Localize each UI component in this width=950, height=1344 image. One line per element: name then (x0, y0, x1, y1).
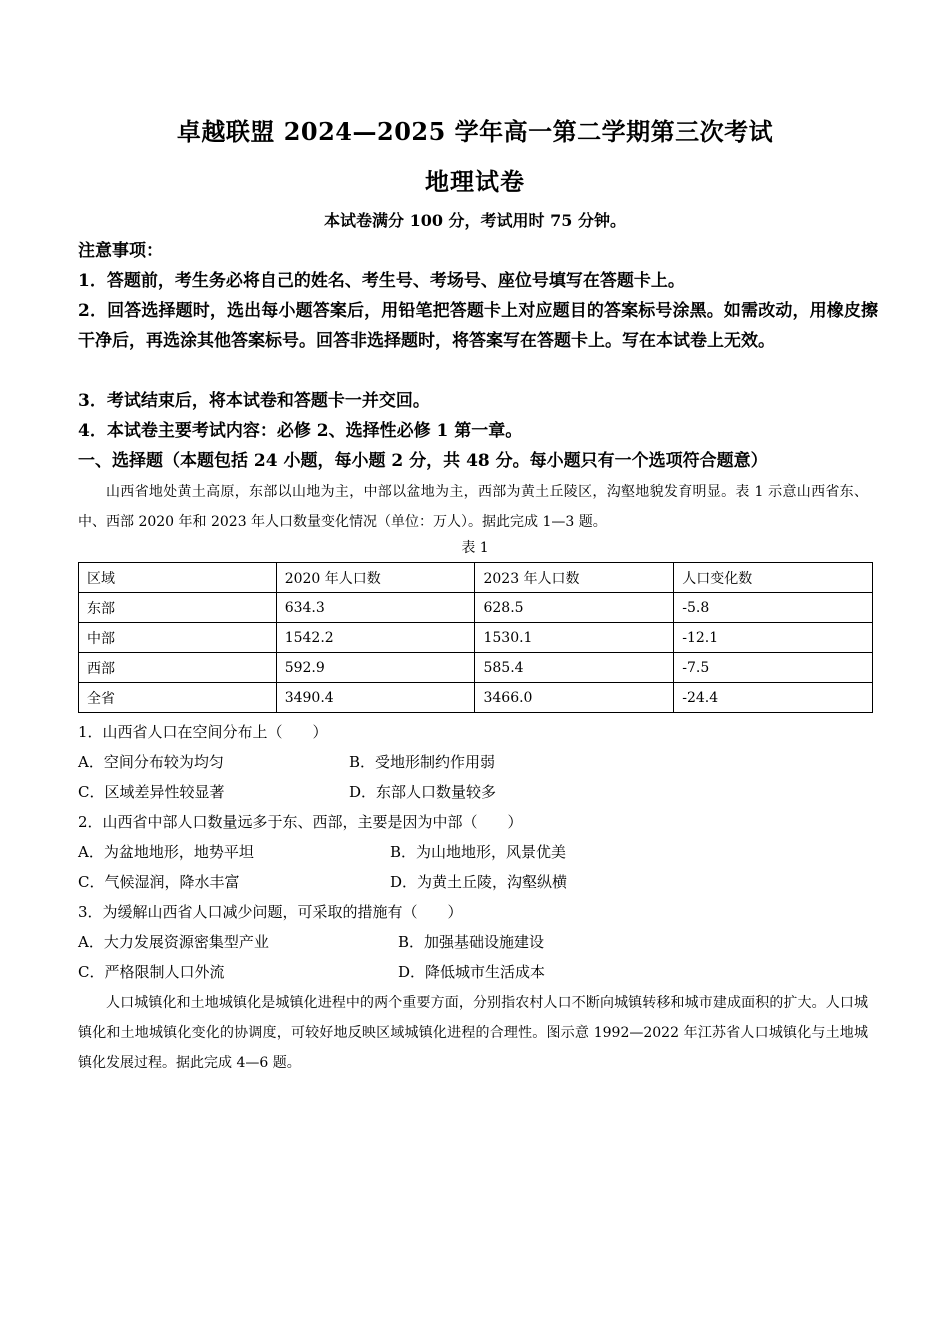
table-cell: 中部 (79, 623, 277, 653)
table-cell: 585.4 (475, 653, 674, 683)
passage-jiangsu: 人口城镇化和土地城镇化是城镇化进程中的两个重要方面，分别指农村人口不断向城镇转移和城市建成面积的扩大。人口城镇化和土地城镇化变化的协调度，可较好地反映区域城镇化进程的合理性。图示意 1992—2022 年江苏省人口城镇化与土地城镇化发展过程。据此完成 4—6 题。 (78, 995, 868, 1071)
question-3-stem: 3．为缓解山西省人口减少问题，可采取的措施有（ ） (78, 903, 463, 921)
passage-shanxi: 山西省地处黄土高原，东部以山地为主，中部以盆地为主，西部为黄土丘陵区，沟壑地貌发育明显。表 1 示意山西省东、中、西部 2020 年和 2023 年人口数量变化情况（单位：万人）。据此完成 1—3 题。 (78, 484, 868, 530)
table-cell: 东部 (79, 593, 277, 623)
section-title: 一、选择题（本题包括 24 小题，每小题 2 分，共 48 分。每小题只有一个选项符合题意） (78, 451, 768, 471)
population-table (78, 562, 873, 713)
table-caption: 表 1 (461, 540, 489, 556)
table-cell: 592.9 (276, 653, 475, 683)
notice-heading: 注意事项： (78, 241, 163, 261)
table-cell: 3490.4 (276, 683, 475, 713)
table-header-row (79, 563, 873, 593)
question-2-option-a: A．为盆地地形，地势平坦 (78, 843, 254, 861)
notice-item: 1．答题前，考生务必将自己的姓名、考生号、考场号、座位号填写在答题卡上。 (78, 271, 685, 291)
table-header-cell: 2023 年人口数 (475, 563, 674, 593)
question-2-option-d: D．为黄土丘陵，沟壑纵横 (390, 873, 568, 891)
exam-title: 卓越联盟 2024—2025 学年高一第二学期第三次考试 (176, 117, 774, 146)
question-3-option-d: D．降低城市生活成本 (398, 963, 546, 981)
table-cell: -12.1 (674, 623, 873, 653)
table-cell: -7.5 (674, 653, 873, 683)
question-3-option-a: A．大力发展资源密集型产业 (78, 933, 269, 951)
table-cell: 628.5 (475, 593, 674, 623)
question-1-option-a: A．空间分布较为均匀 (78, 753, 224, 771)
table-row (79, 593, 873, 623)
table-row (79, 683, 873, 713)
table-header-cell: 2020 年人口数 (276, 563, 475, 593)
question-2-option-b: B．为山地地形，风景优美 (390, 843, 567, 861)
question-1-stem: 1．山西省人口在空间分布上（ ） (78, 723, 328, 741)
score-info: 本试卷满分 100 分，考试用时 75 分钟。 (324, 211, 626, 230)
question-2-stem: 2．山西省中部人口数量远多于东、西部，主要是因为中部（ ） (78, 813, 523, 831)
table-row (79, 653, 873, 683)
table-cell: 1530.1 (475, 623, 674, 653)
table-cell: -5.8 (674, 593, 873, 623)
table-header-cell: 区域 (79, 563, 277, 593)
table-cell: 3466.0 (475, 683, 674, 713)
subject-title: 地理试卷 (425, 167, 525, 196)
table-header-cell: 人口变化数 (674, 563, 873, 593)
question-1-option-c: C．区域差异性较显著 (78, 783, 225, 801)
table-cell: 1542.2 (276, 623, 475, 653)
notice-item: 2．回答选择题时，选出每小题答案后，用铅笔把答题卡上对应题目的答案标号涂黑。如需改动，用橡皮擦干净后，再选涂其他答案标号。回答非选择题时，将答案写在答题卡上。写在本试卷上无效。 (78, 301, 878, 351)
question-1-option-b: B．受地形制约作用弱 (349, 753, 496, 771)
question-3-option-b: B．加强基础设施建设 (398, 933, 545, 951)
question-2-option-c: C．气候湿润，降水丰富 (78, 873, 240, 891)
notice-item: 3．考试结束后，将本试卷和答题卡一并交回。 (78, 391, 430, 411)
question-3-option-c: C．严格限制人口外流 (78, 963, 225, 981)
table-row (79, 623, 873, 653)
question-1-option-d: D．东部人口数量较多 (349, 783, 497, 801)
table-cell: 全省 (79, 683, 277, 713)
notice-item: 4．本试卷主要考试内容：必修 2、选择性必修 1 第一章。 (78, 421, 523, 441)
table-cell: 西部 (79, 653, 277, 683)
table-cell: -24.4 (674, 683, 873, 713)
table-cell: 634.3 (276, 593, 475, 623)
